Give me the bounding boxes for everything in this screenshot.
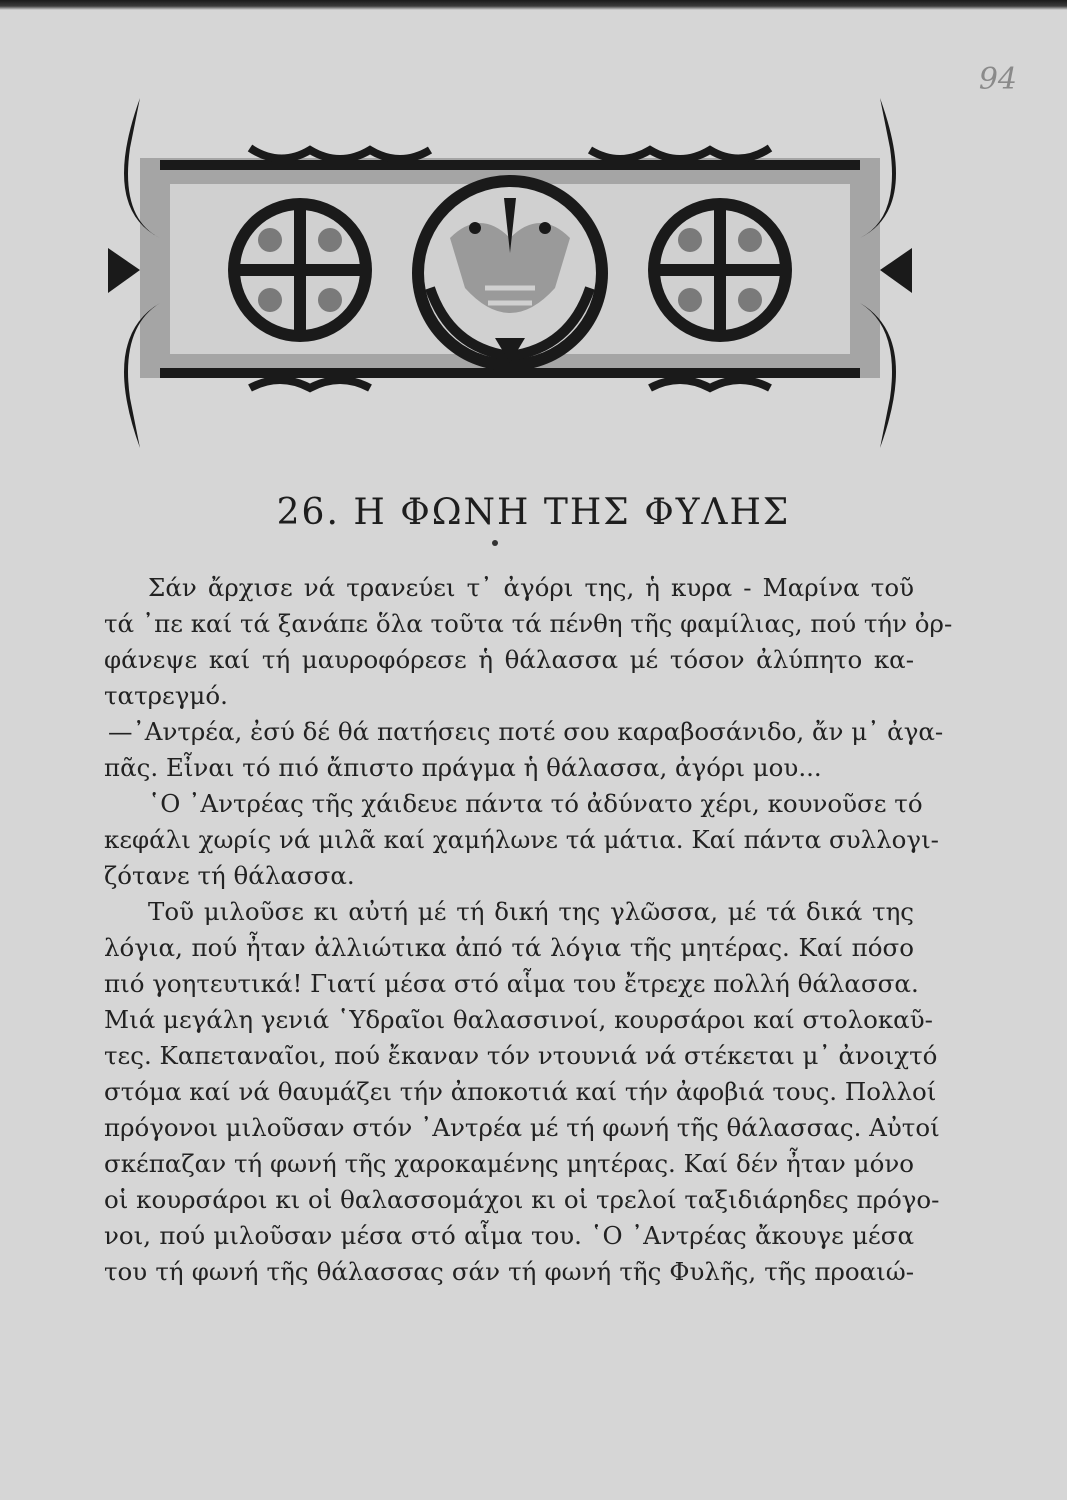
text-line: πᾶς. Εἶναι τό πιό ἄπιστο πράγμα ἡ θάλασσα, ἀγόρι μου... [104,753,822,782]
text-line: λόγια, πού ἦταν ἀλλιώτικα ἀπό τά λόγια τῆς μητέρας. Καί πόσο [104,933,914,962]
title-dot [492,540,498,546]
text-line: στόμα καί νά θαυμάζει τήν ἀποκοτιά καί τήν ἀφοβιά τους. Πολλοί [104,1077,937,1106]
text-line: πιό γοητευτικά! Γιατί μέσα στό αἷμα του ἔτρεχε πολλή θάλασσα. [104,969,919,998]
ornament-left-rosette [228,198,372,342]
chapter-title: 26. Η ΦΩΝΗ ΤΗΣ ΦΥΛΗΣ [276,492,791,533]
text-line: —᾽Αντρέα, ἐσύ δέ θά πατήσεις ποτέ σου καραβοσάνιδο, ἄν μ᾽ ἀγα- [108,717,944,746]
ornament-center-bird-medallion [412,175,608,371]
ornament-top-waves-right [590,148,770,159]
ornament-bottom-waves-right [650,380,770,388]
text-line: σκέπαζαν τή φωνή τῆς χαροκαμένης μητέρας. Καί δέν ἦταν μόνο [104,1149,914,1178]
text-line: οἱ κουρσάροι κι οἱ θαλασσομάχοι κι οἱ τρελοί ταξιδιάρηδες πρόγο- [104,1185,940,1214]
text-line: νοι, πού μιλοῦσαν μέσα στό αἷμα του. ῾Ο ᾽Αντρέας ἄκουγε μέσα [104,1221,914,1250]
ornament-right-rosette [648,198,792,342]
text-line: τατρεγμό. [104,681,228,710]
text-line: Τοῦ μιλοῦσε κι αὐτή μέ τή δική της γλῶσσα, μέ τά δικά της [148,897,914,926]
text-line: τες. Καπεταναῖοι, πού ἔκαναν τόν ντουνιά νά στέκεται μ᾽ ἀνοιχτό [104,1041,938,1070]
ornament-right-arrow [880,248,912,293]
ornament-left-arrow [108,248,140,293]
text-line: Μιά μεγάλη γενιά ῾Υδραῖοι θαλασσινοί, κουρσάροι καί στολοκαῦ- [104,1005,933,1034]
text-line: κεφάλι χωρίς νά μιλᾶ καί χαμήλωνε τά μάτια. Καί πάντα συλλογι- [104,825,939,854]
text-line: ῾Ο ᾽Αντρέας τῆς χάιδευε πάντα τό ἀδύνατο χέρι, κουνοῦσε τό [148,789,923,818]
ornament-bottom-waves-left [250,380,370,388]
text-line: του τή φωνή τῆς θάλασσας σάν τή φωνή τῆς Φυλῆς, τῆς προαιώ- [104,1257,914,1286]
text-line: ζότανε τή θάλασσα. [104,861,355,890]
text-line: φάνεψε καί τή μαυροφόρεσε ἡ θάλασσα μέ τόσον ἀλύπητο κα- [104,645,914,674]
ornament-top-waves-left [250,148,430,159]
scan-top-edge [0,0,1067,10]
body-text [104,570,953,1290]
text-line: Σάν ἄρχισε νά τρανεύει τ᾽ ἀγόρι της, ἡ κυρα - Μαρίνα τοῦ [148,573,914,602]
text-line: τά ᾽πε καί τά ξανάπε ὅλα τοῦτα τά πένθη τῆς φαμίλιας, πού τήν ὀρ- [104,609,953,638]
page-number: 94 [978,62,1017,97]
header-ornament [100,88,920,458]
text-line: πρόγονοι μιλοῦσαν στόν ᾽Αντρέα μέ τή φωνή τῆς θάλασσας. Αὐτοί [104,1113,940,1142]
ornament-top-bar [160,160,860,170]
